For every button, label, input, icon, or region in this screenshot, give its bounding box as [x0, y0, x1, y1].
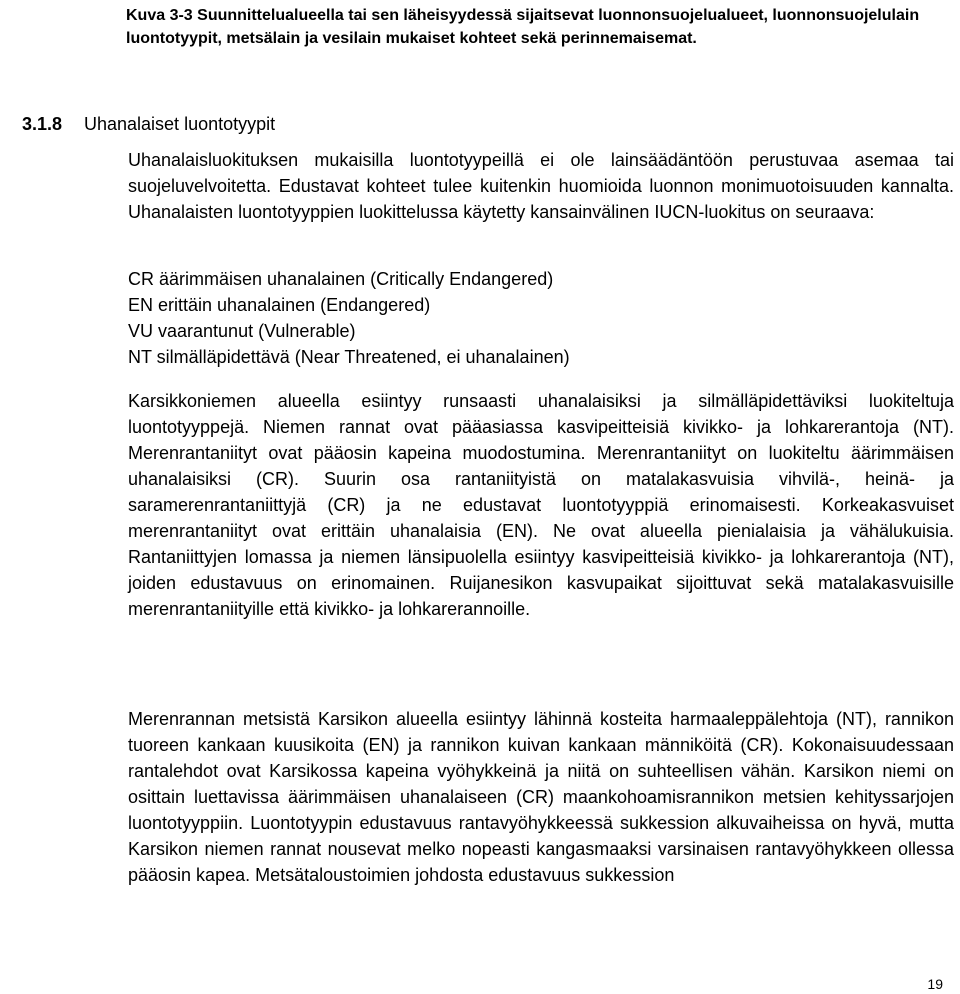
page-number: 19 — [927, 976, 943, 992]
section-number: 3.1.8 — [22, 114, 63, 134]
iucn-item-vu: VU vaarantunut (Vulnerable) — [128, 321, 356, 341]
section-heading — [22, 111, 275, 137]
iucn-item-nt: NT silmälläpidettävä (Near Threatened, ei uhanalainen) — [128, 347, 570, 367]
intro-paragraph: Uhanalaisluokituksen mukaisilla luontotyypeillä ei ole lainsäädäntöön perustuvaa asemaa tai suojeluvelvoitetta. Edustavat kohteet tulee kuitenkin huomioida luonnon monimuotoisuuden kannalta. Uhanalaisten luontotyyppien luokittelussa käytetty kansainvälinen IUCN-luokitus on seuraava: — [128, 150, 954, 222]
shore-paragraph: Karsikkoniemen alueella esiintyy runsaasti uhanalaisiksi ja silmälläpidettäviksi luokiteltuja luontotyyppejä. Niemen rannat ovat pääasiassa kasvipeitteisiä kivikko- ja lohkarerantoja (NT). Merenrantaniityt ovat pääosin kapeina muodostumina. Merenrantaniityt on luokiteltu äärimmäisen uhanalaisiksi (CR). Suurin osa rantaniityistä on matalakasvuisia vihvilä-, heinä- ja saramerenrantaniittyjä (CR) ja ne edustavat luontotyyppiä erinomaisesti. Korkeakasvuiset merenrantaniityt ovat erittäin uhanalaisia (EN). Ne ovat alueella pienialaisia ja vähälukuisia. Rantaniittyjen lomassa ja niemen länsipuolella esiintyy kasvipeitteisiä kivikko- ja lohkarerantoja (NT), joiden edustavuus on erinomainen. Ruijanesikon kasvupaikat sijoittuvat sekä matalakasvuisille merenrantaniityille että kivikko- ja lohkarerannoille. — [128, 391, 954, 619]
iucn-category-list — [128, 266, 954, 370]
iucn-item-en: EN erittäin uhanalainen (Endangered) — [128, 295, 431, 315]
section-title: Uhanalaiset luontotyypit — [84, 114, 276, 134]
figure-caption: Kuva 3-3 Suunnittelualueella tai sen läheisyydessä sijaitsevat luonnonsuojelualueet, luonnonsuojelulain luontotyypit, metsälain ja vesilain mukaiset kohteet sekä perinnemaisemat. — [126, 7, 920, 47]
forest-paragraph: Merenrannan metsistä Karsikon alueella esiintyy lähinnä kosteita harmaaleppälehtoja (NT), rannikon tuoreen kankaan kuusikoita (EN) ja rannikon kuivan kankaan männiköitä (CR). Kokonaisuudessaan rantalehdot ovat Karsikossa kapeina vyöhykkeinä ja niitä on suhteellisen vähän. Karsikon niemi on osittain luettavissa äärimmäisen uhanalaiseen (CR) maankohoamisrannikon metsien kehityssarjojen luontotyyppiin. Luontotyypin edustavuus rantavyöhykkeessä sukkession alkuvaiheissa on hyvä, mutta Karsikon niemen rannat nousevat melko nopeasti kangasmaaksi varsinaisen rantavyöhykkeen ollessa pääosin kapea. Metsätaloustoimien johdosta edustavuus sukkession — [128, 709, 954, 885]
iucn-item-cr: CR äärimmäisen uhanalainen (Critically Endangered) — [128, 269, 554, 289]
